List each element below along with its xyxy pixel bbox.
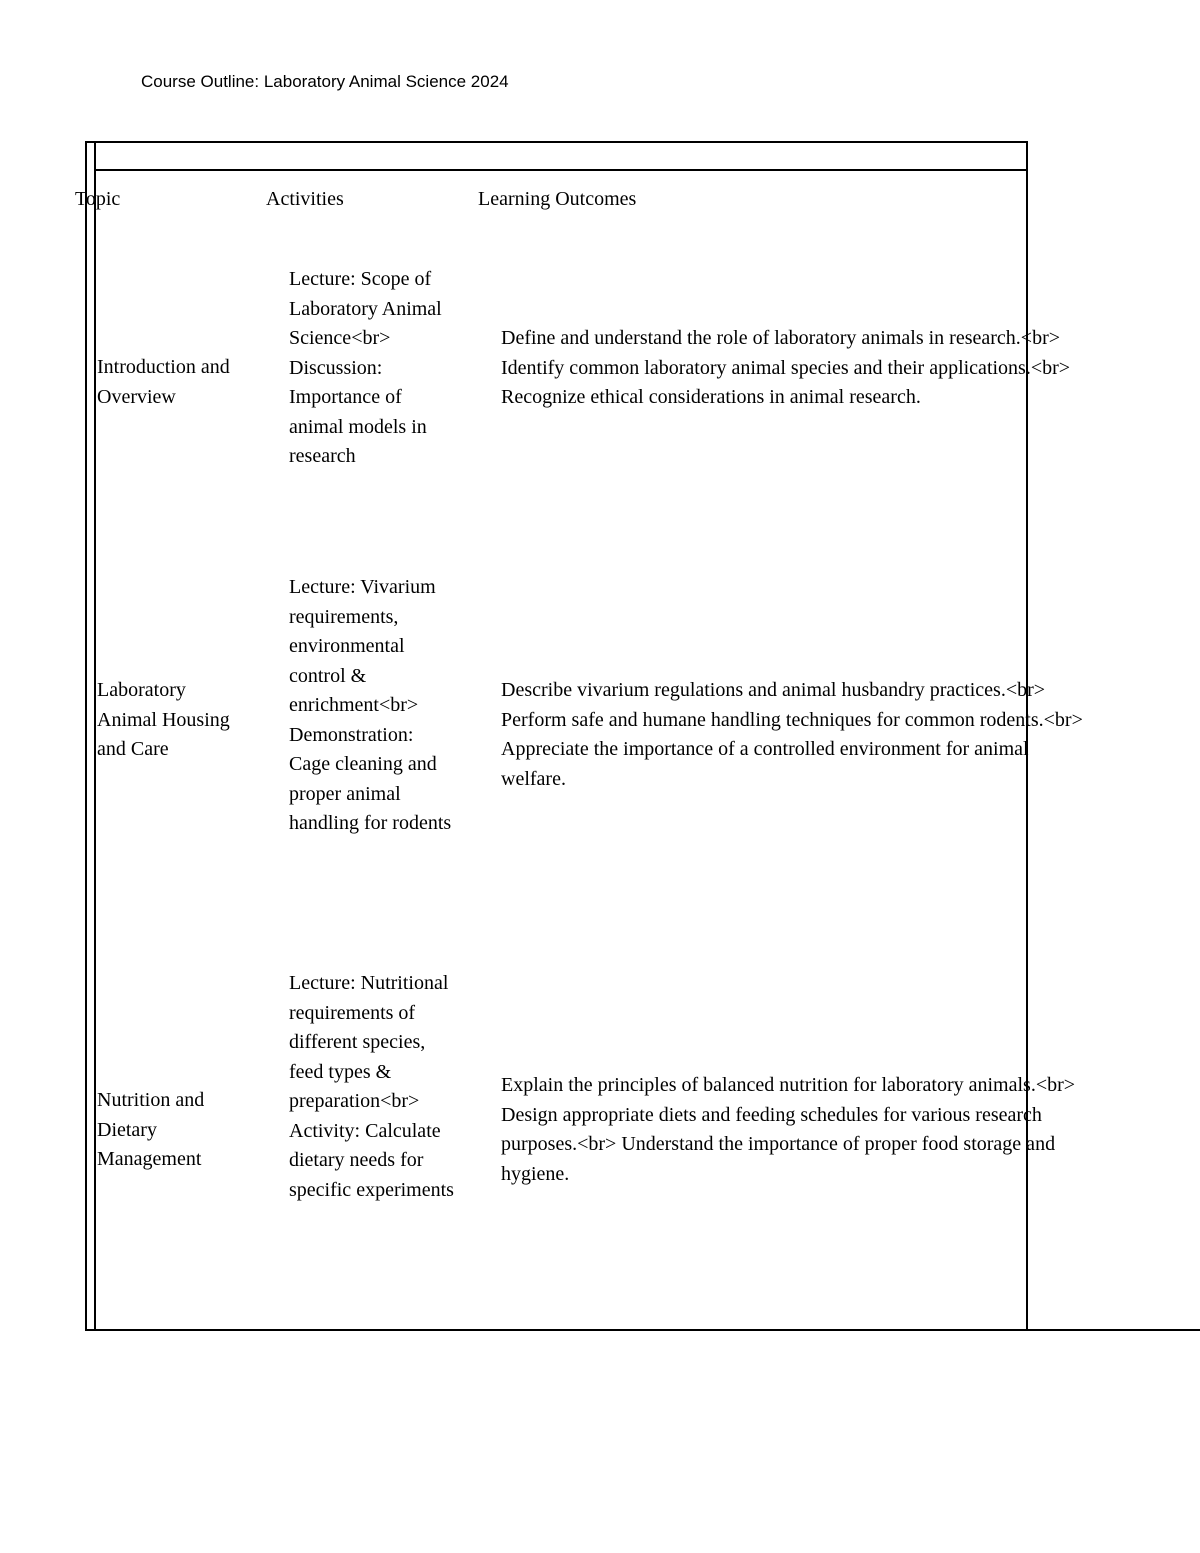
document-title: Course Outline: Laboratory Animal Science 2024 bbox=[141, 72, 509, 91]
table-row-3-topic: Nutrition and Dietary Management bbox=[97, 1089, 205, 1170]
table-row-2-topic: Laboratory Animal Housing and Care bbox=[97, 679, 230, 760]
table-row-3-activities: Lecture: Nutritional requirements of different species, feed types & preparation<br> Activity: Calculate dietary needs for specific experiments bbox=[289, 972, 454, 1201]
table-border-top bbox=[85, 141, 1028, 143]
column-header-activities: Activities bbox=[266, 188, 344, 210]
table-border-left-outer bbox=[85, 141, 87, 1331]
column-header-outcomes: Learning Outcomes bbox=[478, 188, 637, 210]
table-row-2-outcomes: Describe vivarium regulations and animal husbandry practices.<br> Perform safe and humane handling techniques for common rodents.<br> Appreciate the importance of a controlled environment for animal welfare. bbox=[501, 679, 1083, 790]
column-header-topic: Topic bbox=[75, 188, 121, 210]
table-row-2-activities: Lecture: Vivarium requirements, environmental control & enrichment<br> Demonstration: Cage cleaning and proper animal handling for rodents bbox=[289, 576, 452, 834]
table-border-left-inner bbox=[94, 141, 96, 1331]
table-row-1-outcomes: Define and understand the role of laboratory animals in research.<br> Identify common laboratory animal species and their applications.<br> Recognize ethical considerations in animal research. bbox=[501, 327, 1071, 408]
table-border-bottom bbox=[85, 1329, 1200, 1331]
table-row-3-outcomes: Explain the principles of balanced nutrition for laboratory animals.<br> Design appropriate diets and feeding schedules for various research purposes.<br> Understand the importance of proper food storage and hygiene. bbox=[501, 1074, 1076, 1185]
table-row-1-activities: Lecture: Scope of Laboratory Animal Science<br> Discussion: Importance of animal models in research bbox=[289, 268, 442, 467]
table-row-1-topic: Introduction and Overview bbox=[97, 356, 230, 408]
table-border-header-rule bbox=[95, 169, 1028, 171]
